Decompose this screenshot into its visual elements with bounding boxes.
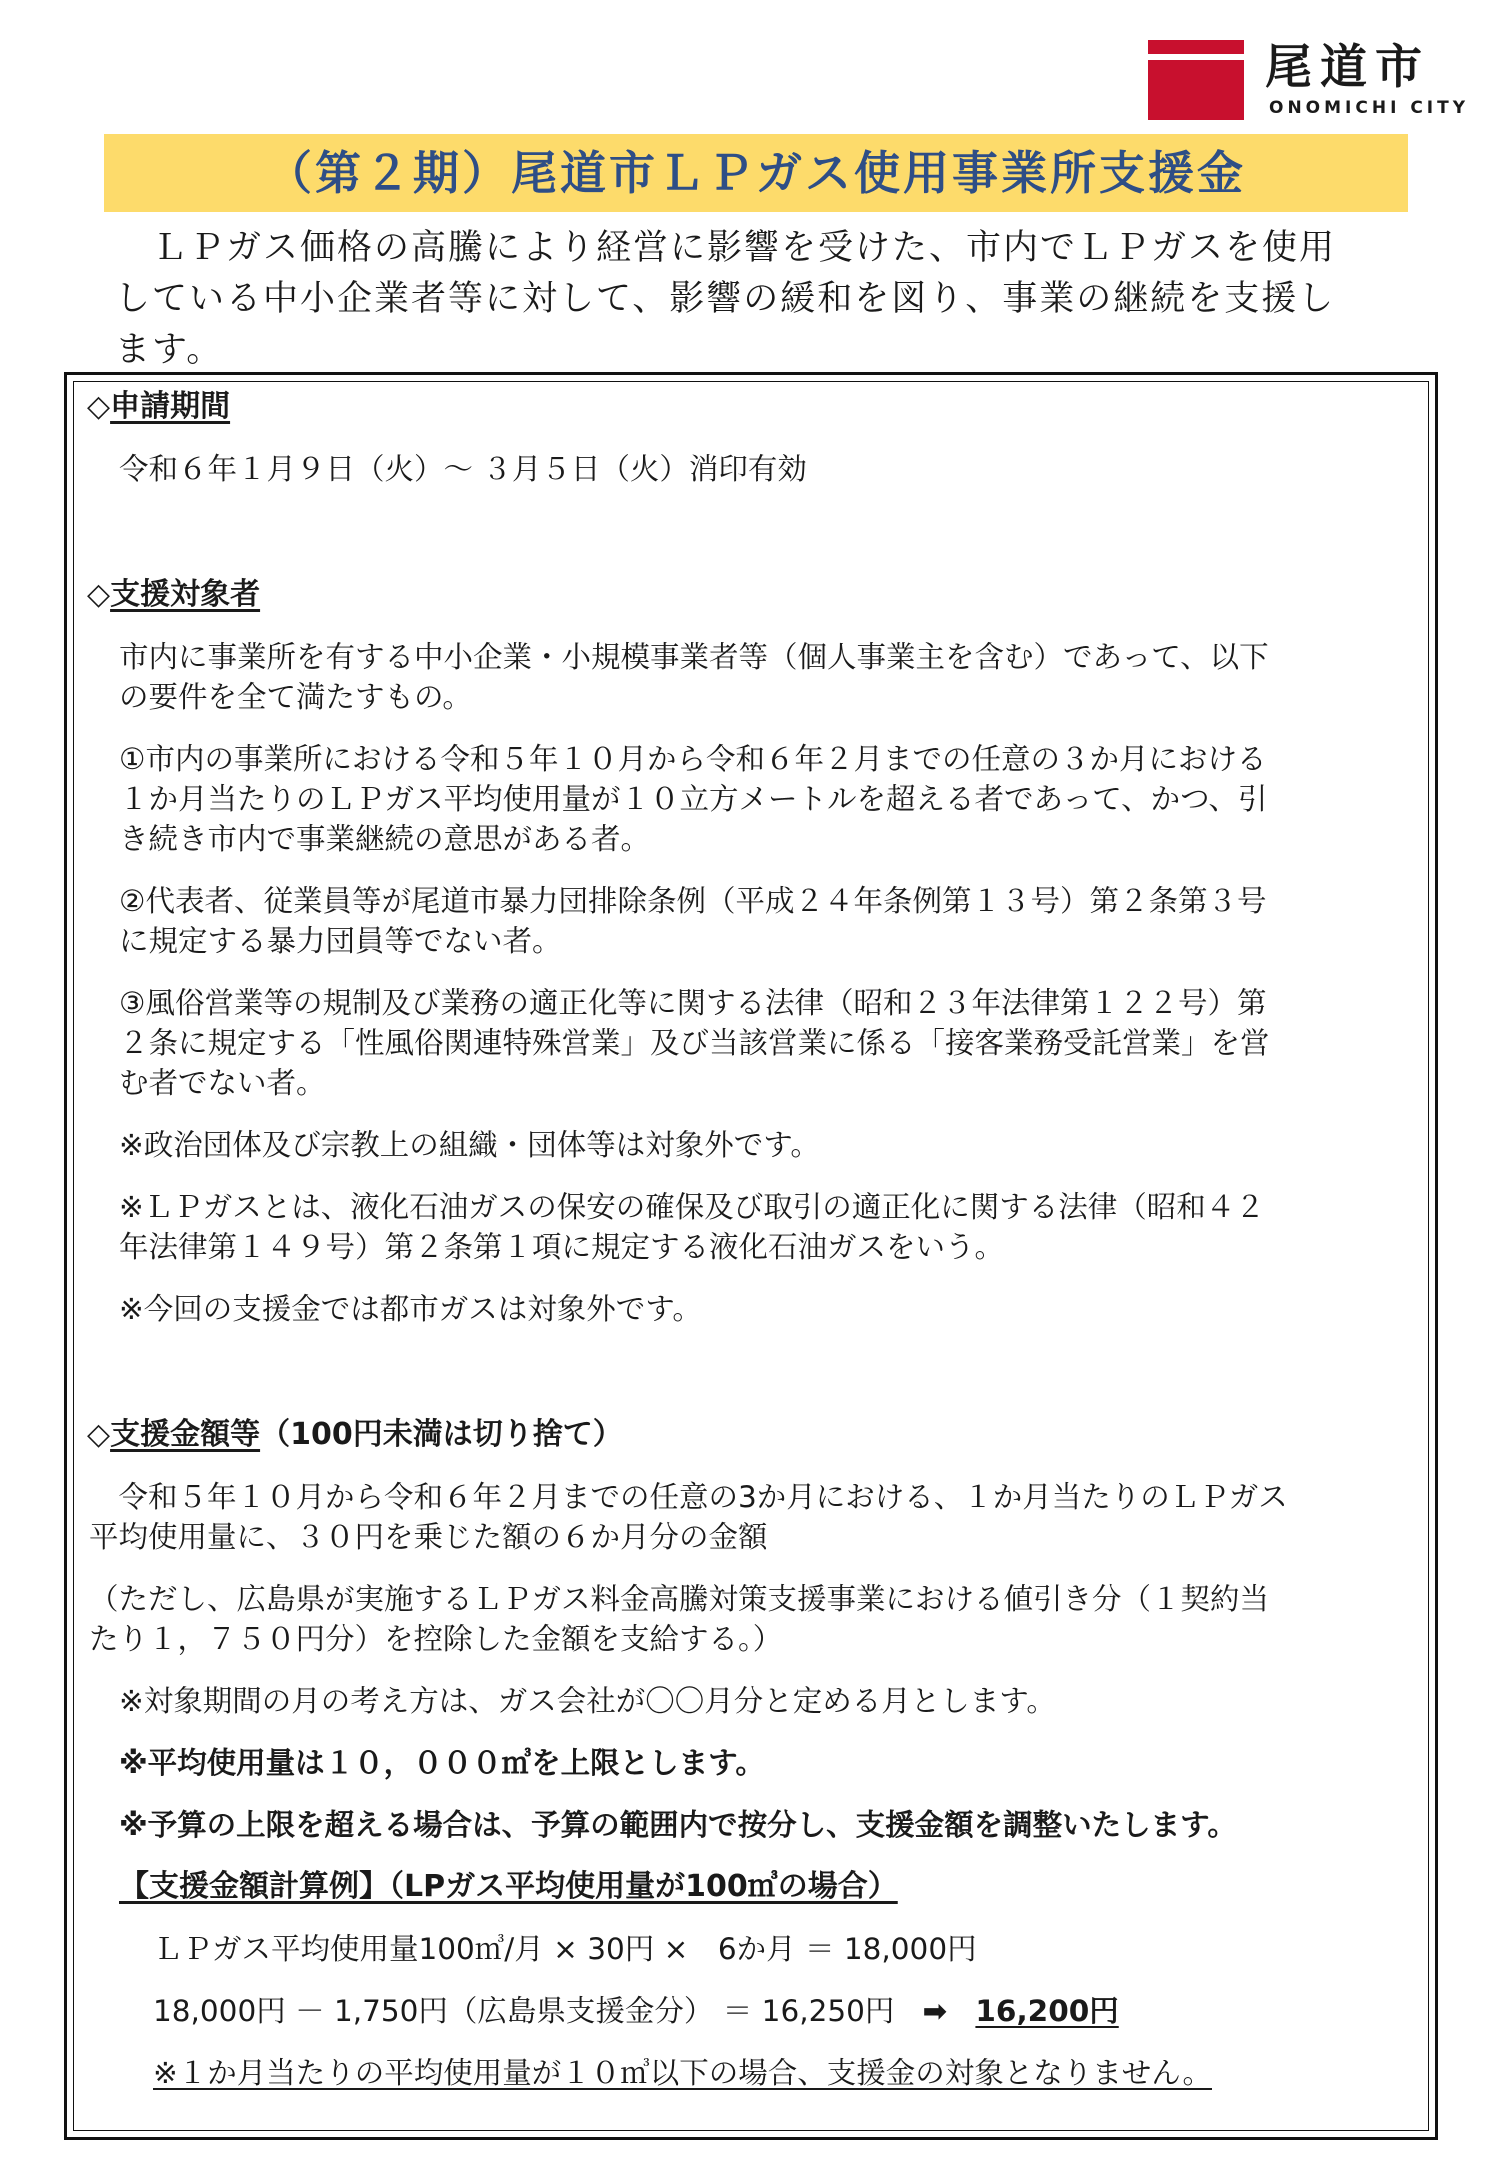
note-target-month: ※対象期間の月の考え方は、ガス会社が〇〇月分と定める月とします。 — [119, 1684, 1056, 1718]
requirement-3-line: ２条に規定する「性風俗関連特殊営業」及び当該営業に係る「接客業務受託営業」を営 — [119, 1026, 1270, 1060]
example-heading-suffix: （LPガス平均使用量が100㎥の場合） — [389, 1869, 898, 1904]
example-calc-line-2 — [153, 1991, 1119, 2031]
eligibility-heading — [87, 575, 260, 615]
eligibility-note-lpgas-line: 年法律第１４９号）第２条第１項に規定する液化石油ガスをいう。 — [119, 1230, 1005, 1264]
eligibility-lead-line: の要件を全て満たすもの。 — [119, 680, 472, 714]
info-box — [64, 372, 1438, 2140]
city-name: 尾道市 — [1265, 40, 1430, 95]
eligibility-note-political: ※政治団体及び宗教上の組織・団体等は対象外です。 — [119, 1128, 820, 1162]
amount-deduction-line: たり１，７５０円分）を控除した金額を支給する。） — [89, 1622, 783, 1656]
diamond-icon: ◇ — [87, 389, 111, 424]
diamond-icon: ◇ — [87, 1417, 111, 1452]
requirement-1-line: ①市内の事業所における令和５年１０月から令和６年２月までの任意の３か月における — [119, 742, 1267, 776]
requirement-2-line: ②代表者、従業員等が尾道市暴力団排除条例（平成２４年条例第１３号）第２条第３号 — [119, 884, 1267, 918]
requirement-1-line: １か月当たりのＬＰガス平均使用量が１０立方メートルを超える者であって、かつ、引 — [119, 782, 1268, 816]
example-result-amount: 16,200円 — [975, 1994, 1119, 2028]
amount-heading-label: 支援金額等 — [110, 1417, 261, 1452]
eligibility-note-city-gas: ※今回の支援金では都市ガスは対象外です。 — [119, 1292, 702, 1326]
example-heading — [119, 1867, 898, 1907]
amount-heading — [87, 1415, 623, 1455]
note-usage-cap: ※平均使用量は１０，０００㎥を上限とします。 — [119, 1746, 765, 1780]
city-emblem-icon — [1148, 40, 1244, 120]
page-title: （第２期）尾道市ＬＰガス使用事業所支援金 — [104, 134, 1408, 212]
diamond-icon: ◇ — [87, 577, 111, 612]
eligibility-note-lpgas-line: ※ＬＰガスとは、液化石油ガスの保安の確保及び取引の適正化に関する法律（昭和４２ — [119, 1190, 1265, 1224]
requirement-1-line: き続き市内で事業継続の意思がある者。 — [119, 822, 651, 856]
amount-deduction-line: （ただし、広島県が実施するＬＰガス料金高騰対策支援事業における値引き分（１契約当 — [89, 1582, 1270, 1616]
amount-heading-suffix: （100円未満は切り捨て） — [260, 1417, 623, 1452]
city-logo — [1148, 40, 1470, 120]
example-calc-text: 18,000円 － 1,750円（広島県支援金分） ＝ 16,250円 — [153, 1994, 895, 2028]
example-calc-line-1: ＬＰガス平均使用量100㎥/月 × 30円 × 6か月 ＝ 18,000円 — [153, 1932, 977, 1966]
eligibility-heading-label: 支援対象者 — [110, 577, 261, 612]
amount-body-line: 平均使用量に、３０円を乗じた額の６か月分の金額 — [89, 1520, 768, 1554]
period-heading-label: 申請期間 — [110, 389, 231, 424]
example-note-minimum: ※１か月当たりの平均使用量が１０㎥以下の場合、支援金の対象となりません。 — [153, 2056, 1212, 2090]
intro-line: ＬＰガス価格の高騰により経営に影響を受けた、市内でＬＰガスを使用 — [115, 228, 1337, 268]
requirement-3-line: む者でない者。 — [119, 1066, 326, 1100]
period-heading — [87, 387, 230, 427]
amount-body-line: 令和５年１０月から令和６年２月までの任意の3か月における、１か月当たりのＬＰガス — [89, 1480, 1288, 1514]
requirement-2-line: に規定する暴力団員等でない者。 — [119, 924, 562, 958]
period-text: 令和６年１月９日（火）～ ３月５日（火）消印有効 — [119, 452, 807, 486]
city-name-roman: ONOMICHI CITY — [1269, 98, 1470, 118]
intro-line: している中小企業者等に対して、影響の緩和を図り、事業の継続を支援し — [115, 279, 1336, 319]
eligibility-lead-line: 市内に事業所を有する中小企業・小規模事業者等（個人事業主を含む）であって、以下 — [119, 640, 1269, 674]
intro-paragraph — [115, 223, 1415, 376]
intro-line: ます。 — [115, 330, 224, 370]
right-arrow-icon: ➡ — [922, 1994, 948, 2028]
example-heading-label: 【支援金額計算例】 — [119, 1869, 389, 1904]
requirement-3-line: ③風俗営業等の規制及び業務の適正化等に関する法律（昭和２３年法律第１２２号）第 — [119, 986, 1267, 1020]
note-budget-limit: ※予算の上限を超える場合は、予算の範囲内で按分し、支援金額を調整いたします。 — [119, 1808, 1237, 1842]
